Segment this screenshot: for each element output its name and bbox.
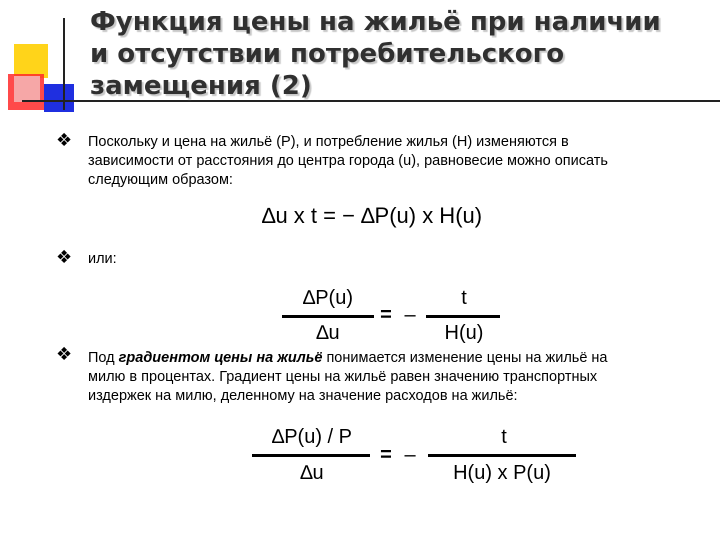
title-line-3: замещения (2) [90,71,312,101]
paragraph-3 [88,349,698,406]
fraction-2-minus: – [404,444,416,466]
bullet-icon: ❖ [56,247,73,268]
paragraph-3-line-2: милю в процентах. Градиент цены на жильё равен значению транспортных [88,369,598,385]
paragraph-1 [88,133,698,190]
equation-1: ∆u x t = − ∆P(u) x H(u) [262,203,483,228]
decor-blue-square [44,84,74,112]
fraction-1-minus: – [404,304,416,326]
fraction-1-numerator-right: t [461,287,467,309]
paragraph-2: или: [88,251,117,267]
fraction-2-denominator-right: H(u) x P(u) [453,462,551,484]
decor-yellow-square [14,44,48,78]
slide-title [90,6,710,102]
paragraph-1-line-3: следующим образом: [88,172,233,188]
fraction-1-denominator-right: H(u) [444,322,484,344]
bullet-icon: ❖ [56,130,73,151]
fraction-2-numerator-left: ∆P(u) / P [271,426,353,448]
term-housing-price-gradient: градиентом цены на жильё [118,350,323,366]
title-line-2: и отсутствии потребительского [90,39,565,69]
paragraph-3-line-3: издержек на милю, деленному на значение расходов на жильё: [88,388,518,404]
fraction-2-denominator-left: ∆u [300,462,324,484]
fraction-1-bar-left [282,315,374,318]
fraction-1-equals: = [380,304,392,326]
fraction-2-bar-left [252,454,370,457]
fraction-1-bar-right [426,315,500,318]
paragraph-1-line-1: Поскольку и цена на жильё (P), и потребление жилья (H) изменяются в [88,134,569,150]
paragraph-3-text: Под [88,350,119,366]
paragraph-3-text: понимается изменение цены на жильё на [322,350,608,366]
decor-pink-square [14,76,40,102]
fraction-2-equals: = [380,444,392,466]
fraction-2-numerator-right: t [501,426,507,448]
bullet-icon: ❖ [56,344,73,365]
fraction-1-numerator-left: ∆P(u) [302,287,354,309]
paragraph-3-line-1 [88,349,698,368]
paragraph-1-line-2: зависимости от расстояния до центра города (u), равновесие можно описать [88,153,608,169]
fraction-2-bar-right [428,454,576,457]
fraction-1-denominator-left: ∆u [316,322,340,344]
decor-vertical-line [63,18,65,110]
title-line-1: Функция цены на жильё при наличии [90,7,661,37]
